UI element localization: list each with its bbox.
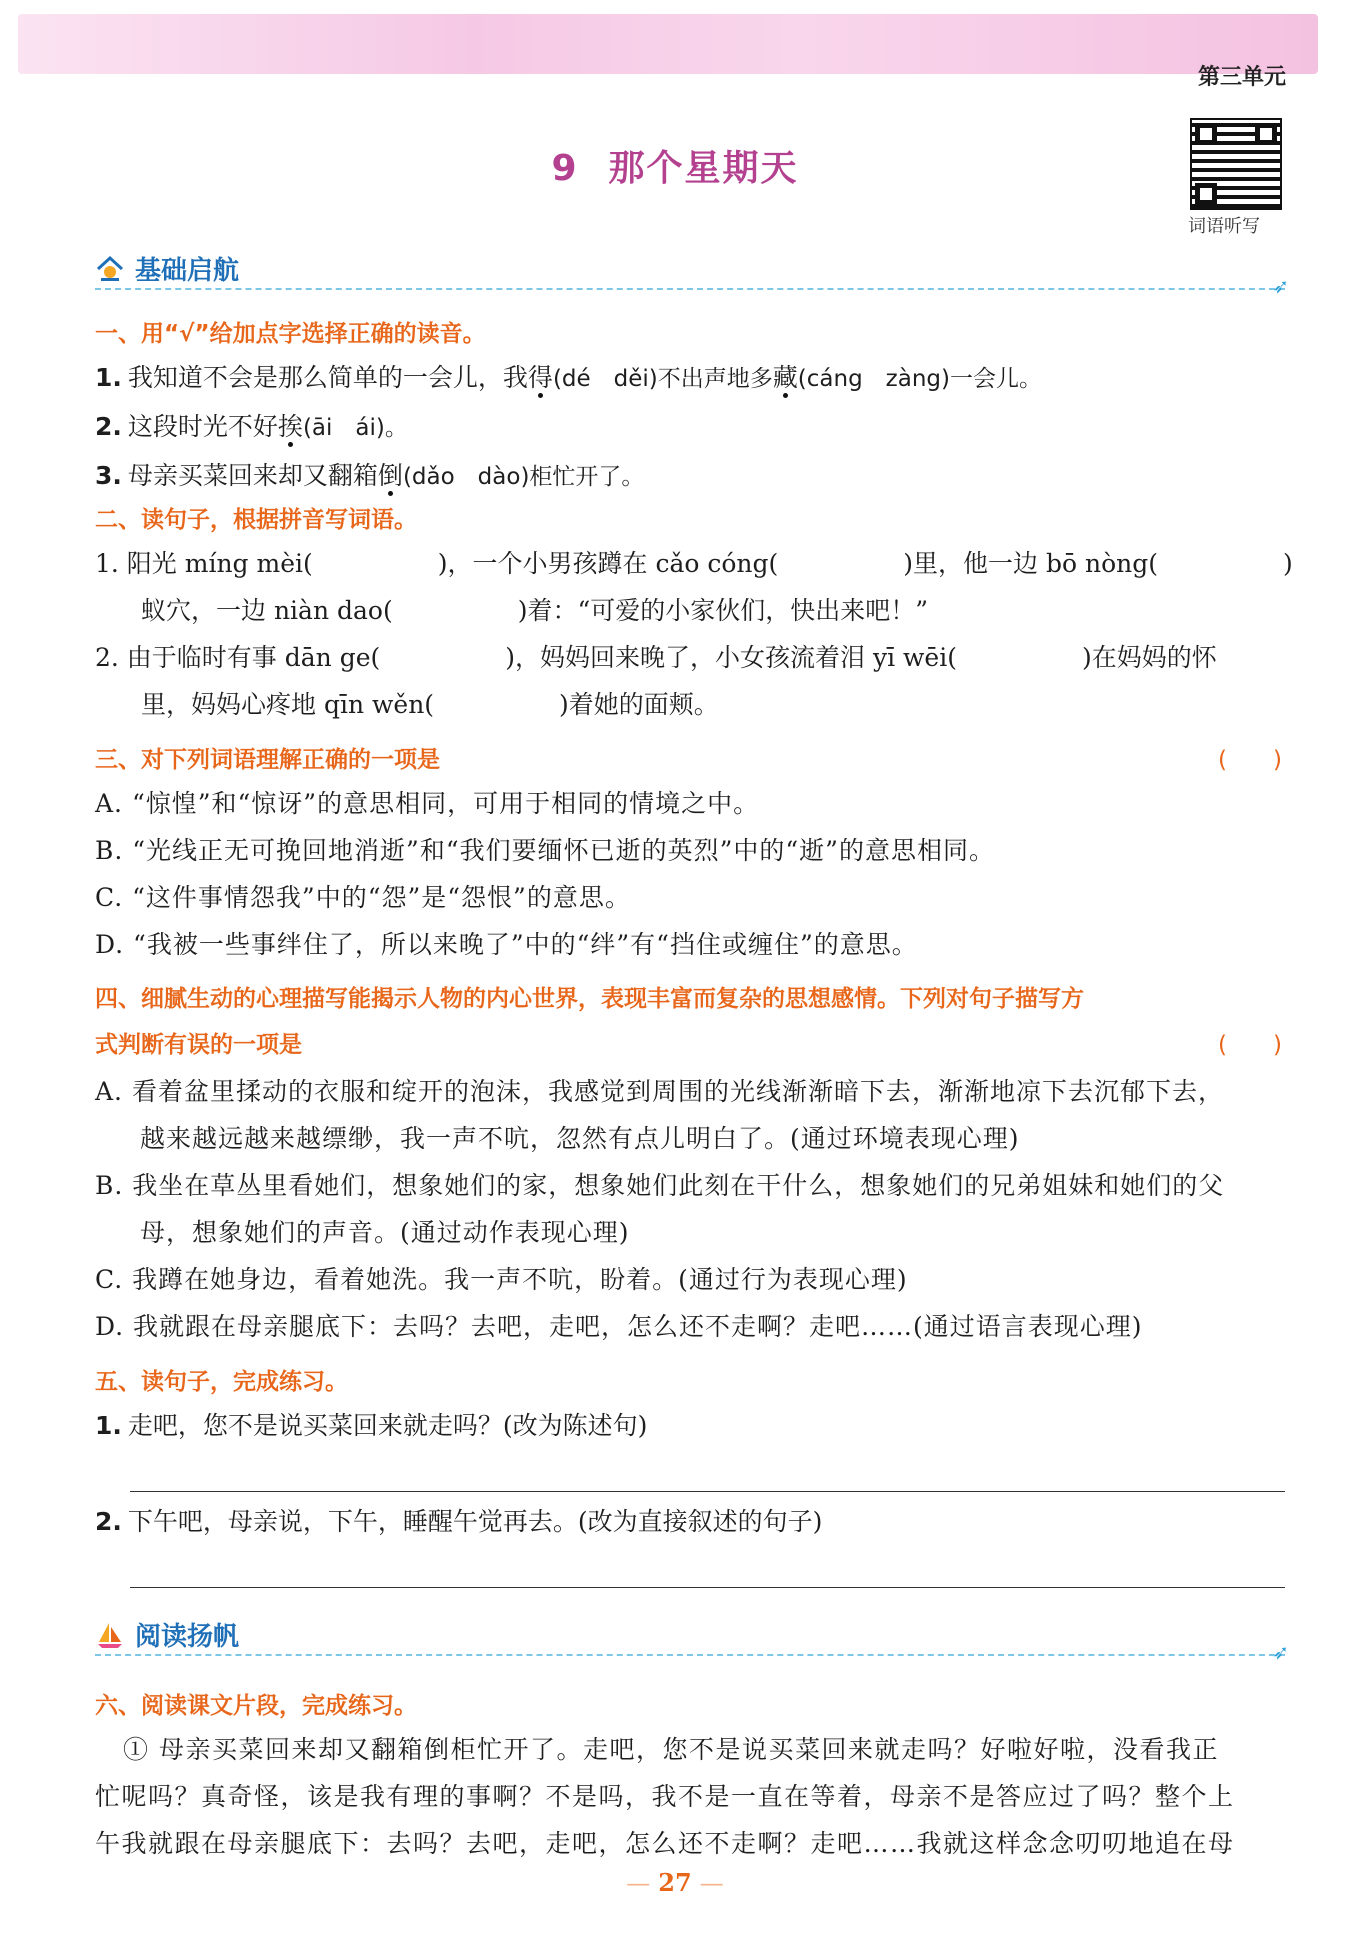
question-3	[95, 740, 1290, 968]
question-title: 五、读句子，完成练习。	[95, 1369, 348, 1395]
option[interactable]: C. “这件事情怨我”中的“怨”是“怨恨”的意思。	[95, 883, 631, 912]
passage-line: 忙呢吗？真奇怪，该是我有理的事啊？不是吗，我不是一直在等着，母亲不是答应过了吗？整个上	[95, 1782, 1235, 1811]
answer-parentheses[interactable]: ( )	[1218, 747, 1282, 773]
dotted-char[interactable]: 得	[527, 363, 553, 392]
question-6	[95, 1686, 1290, 1867]
question-title: 二、读句子，根据拼音写词语。	[95, 507, 417, 533]
fill-in-line[interactable]: 2. 由于临时有事 dān ge( )，妈妈回来晚了，小女孩流着泪 yī wēi( )在妈妈的怀	[95, 643, 1217, 672]
passage-line: 午我就跟在母亲腿底下：去吗？去吧，走吧，怎么还不走啊？走吧……我就这样念念叨叨地追在母	[95, 1829, 1235, 1858]
option[interactable]: B. 我坐在草丛里看她们，想象她们的家，想象她们此刻在干什么，想象她们的兄弟姐妹和她们的父	[95, 1171, 1225, 1200]
question-5	[95, 1362, 1290, 1588]
page-number: — 27 —	[626, 1868, 724, 1897]
option-continuation: 母，想象她们的声音。(通过动作表现心理)	[140, 1218, 630, 1247]
option[interactable]: B. “光线正无可挽回地消逝”和“我们要缅怀已逝的英烈”中的“逝”的意思相同。	[95, 836, 995, 865]
dotted-char[interactable]: 倒	[377, 461, 403, 490]
list-item: 2. 下午吧，母亲说，下午，睡醒午觉再去。(改为直接叙述的句子)	[95, 1507, 823, 1536]
list-item: 3. 母亲买菜回来却又翻箱倒(dǎo dào)柜忙开了。	[95, 461, 645, 490]
list-item: 2. 这段时光不好挨(āi ái)。	[95, 412, 408, 441]
section-title-basic: 基础启航	[135, 256, 240, 286]
answer-line[interactable]	[130, 1449, 1285, 1492]
question-4	[95, 976, 1290, 1350]
list-item: 1. 我知道不会是那么简单的一会儿，我得(dé děi)不出声地多藏(cáng zàng)一会儿。	[95, 363, 1043, 392]
answer-line[interactable]	[130, 1545, 1285, 1588]
section-header-reading	[95, 1614, 1289, 1664]
fill-in-line[interactable]: 里，妈妈心疼地 qīn wěn( )着她的面颊。	[141, 690, 719, 719]
answer-parentheses[interactable]: ( )	[1218, 1032, 1282, 1058]
option[interactable]: D. 我就跟在母亲腿底下：去吗？去吧，走吧，怎么还不走啊？走吧……(通过语言表现心理)	[95, 1312, 1143, 1341]
section-header-basic	[95, 248, 1289, 298]
reading-passage	[95, 1726, 1290, 1867]
qr-code-icon[interactable]	[1190, 118, 1282, 210]
sailboat-icon	[95, 1620, 125, 1650]
question-title: 四、细腻生动的心理描写能揭示人物的内心世界，表现丰富而复杂的思想感情。下列对句子描写方	[95, 986, 1084, 1012]
question-title: 三、对下列词语理解正确的一项是 ( )	[95, 740, 1290, 780]
lesson-title-text: 那个星期天	[608, 148, 799, 189]
dotted-char[interactable]: 藏	[772, 363, 798, 392]
top-decorative-band	[18, 14, 1318, 74]
qr-label: 词语听写	[1188, 216, 1260, 237]
option-continuation: 越来越远越来越缥缈，我一声不吭，忽然有点儿明白了。(通过环境表现心理)	[140, 1124, 1020, 1153]
question-2	[95, 500, 1293, 728]
question-title: 式判断有误的一项是 ( )	[95, 1022, 1290, 1068]
list-item: 1. 走吧，您不是说买菜回来就走吗？(改为陈述句)	[95, 1411, 648, 1440]
option[interactable]: C. 我蹲在她身边，看着她洗。我一声不吭，盼着。(通过行为表现心理)	[95, 1265, 908, 1294]
wave-arrow-icon: ➶	[1272, 274, 1289, 298]
passage-line: ① 母亲买菜回来却又翻箱倒柜忙开了。走吧，您不是说买菜回来就走吗？好啦好啦，没看我正	[123, 1735, 1219, 1764]
house-icon	[95, 254, 125, 284]
question-title: 六、阅读课文片段，完成练习。	[95, 1693, 417, 1719]
wave-arrow-icon: ➶	[1272, 1640, 1289, 1664]
option[interactable]: A. 看着盆里揉动的衣服和绽开的泡沫，我感觉到周围的光线渐渐暗下去，渐渐地凉下去沉郁下去，	[95, 1077, 1224, 1106]
lesson-number: 9	[551, 148, 579, 189]
fill-in-line[interactable]: 1. 阳光 míng mèi( )，一个小男孩蹲在 cǎo cóng( )里，他一边 bō nòng( )	[95, 549, 1293, 578]
unit-label: 第三单元	[1197, 64, 1286, 89]
lesson-title	[0, 140, 1350, 191]
dotted-char[interactable]: 挨	[277, 412, 303, 441]
option[interactable]: A. “惊惶”和“惊讶”的意思相同，可用于相同的情境之中。	[95, 789, 760, 818]
question-title: 一、用“√”给加点字选择正确的读音。	[95, 321, 486, 347]
section-title-reading: 阅读扬帆	[135, 1622, 240, 1652]
question-1	[95, 314, 1290, 501]
option[interactable]: D. “我被一些事绊住了，所以来晚了”中的“绊”有“挡住或缠住”的意思。	[95, 930, 918, 959]
fill-in-line[interactable]: 蚁穴，一边 niàn dao( )着：“可爱的小家伙们，快出来吧！”	[141, 596, 929, 625]
